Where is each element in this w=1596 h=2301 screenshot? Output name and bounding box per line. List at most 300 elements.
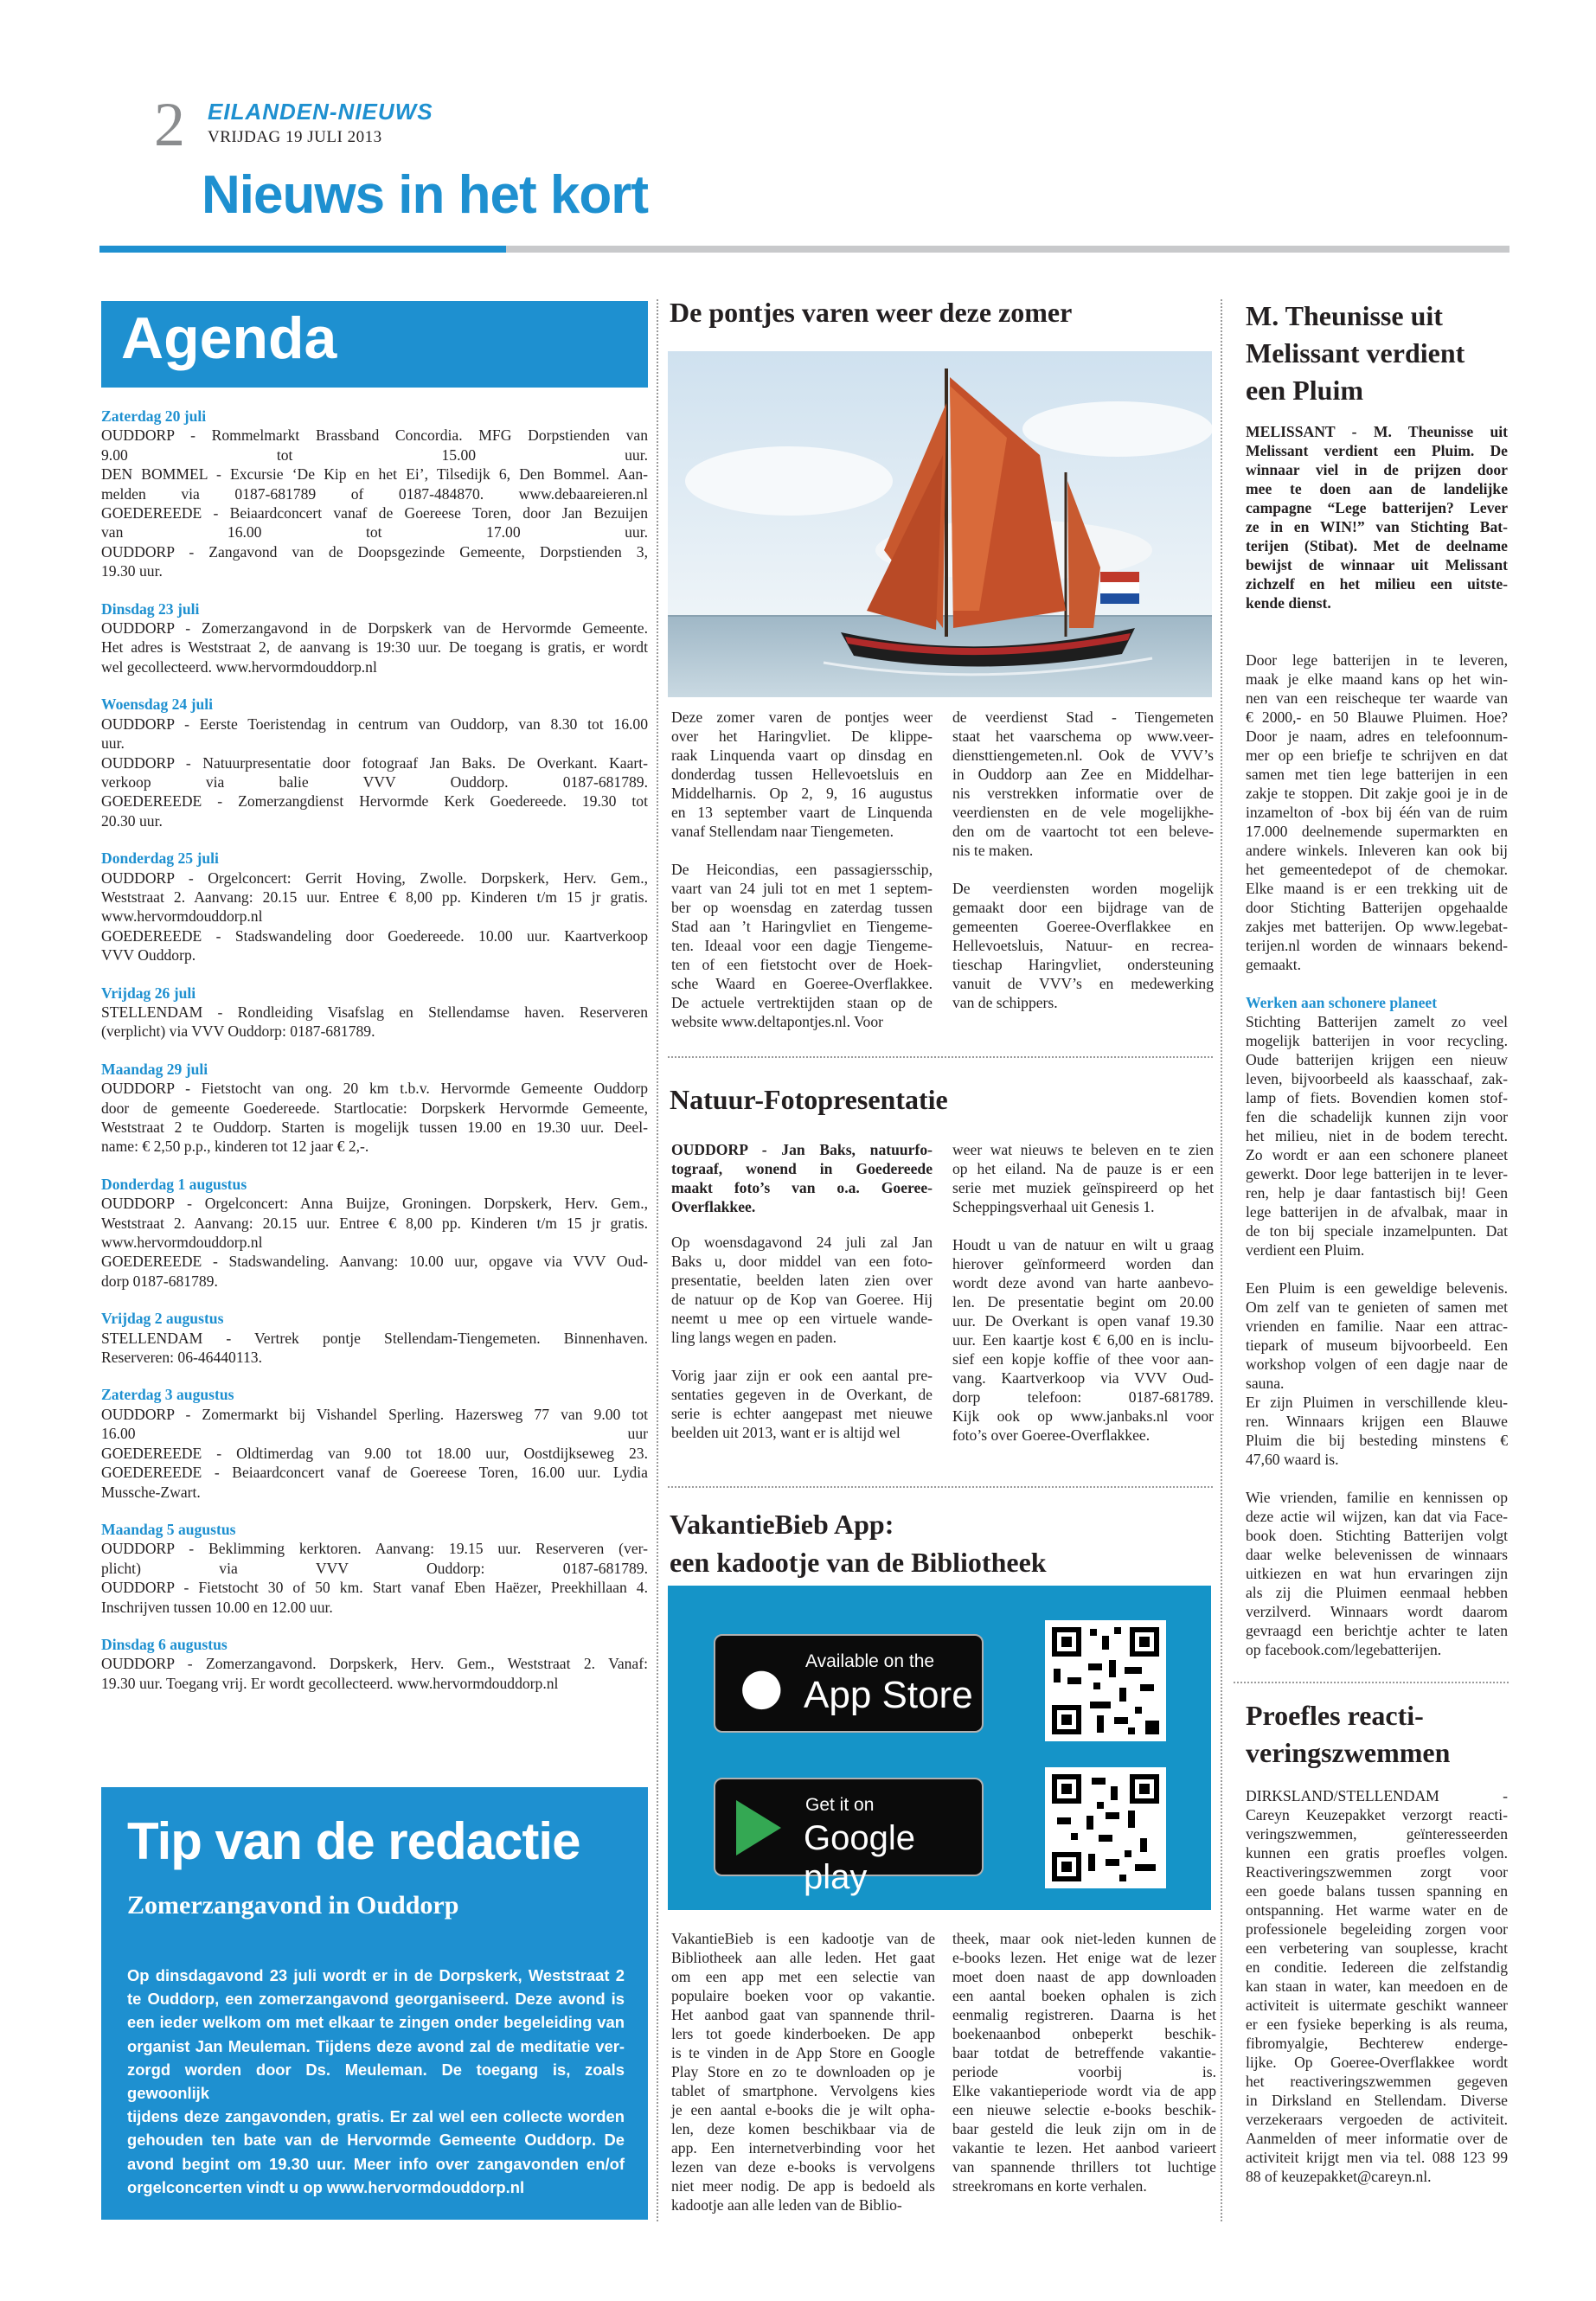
section-rule-gray [506,246,1509,253]
text-line: Op dinsdagavond 23 juli wordt er in de Dorpskerk, Weststraat 2 [127,1966,625,1984]
agenda-list [101,407,648,1711]
text-line: van 16.00 tot 17.00 uur. [101,523,648,542]
tip-box [101,1787,648,2220]
text-line: het gemeentedepot of de chemokar. [1246,861,1508,878]
foto-column-left [671,1233,933,1461]
text-line: serie met muziek geïnspireerd op het [952,1179,1214,1196]
text-line: eenmalig registreren. Daarna is het [952,2006,1216,2023]
text-line: verkoop via balie VVV Ouddorp. 0187-681789. [101,772,648,791]
text-line: tiepark of museum bijvoorbeeld. Een [1246,1336,1508,1354]
title-line: Proefles reacti- [1246,1700,1424,1731]
text-line: gemeenten Goeree-Overflakkee en [952,918,1214,935]
text-line: ber op woensdag en zaterdag tussen [671,899,933,916]
text-line: book doen. Stichting Batterijen volgt [1246,1527,1508,1544]
sailing-ship-image [668,351,1212,697]
text-line: OUDDORP - Zomerzangavond. Dorpskerk, Herv. Gem., Weststraat 2. Vanaf: [101,1655,648,1673]
pontjes-column-left [671,708,933,1050]
pontjes-column-right [952,708,1214,1031]
section-rule-blue [99,246,506,253]
text-line: ling langs wegen en paden. [671,1329,837,1346]
text-line: deze actie wil wijzen, kan dat via Face- [1246,1508,1508,1525]
text-line: serie is echter aangepast met nieuwe [671,1405,933,1422]
text-line: uitkiezen en wat hun ervaringen zijn [1246,1565,1508,1582]
text-line: name: € 2,50 p.p., kinderen tot 12 jaar € 2,-. [101,1138,369,1156]
text-line: kan staan in water, kan meedoen en de [1246,1977,1508,1995]
text-line: Mussche-Zwart. [101,1483,201,1501]
text-line: De actuele vertrektijden staan op de [671,994,933,1011]
text-line: len, deze komen beschikbaar via de [671,2120,935,2138]
proefles-body [1246,1786,1508,2186]
agenda-entry [101,695,648,830]
text-line: sauna. [1246,1375,1285,1392]
text-line: www.hervormdouddorp.nl [101,907,263,926]
paragraph [952,879,1214,1012]
text-line: niet meer nodig. De app is bedoeld als [671,2177,935,2195]
text-line: de natuur op de Kop van Goeree. Hij [671,1291,933,1308]
text-line: len. De presentatie begint om 20.00 [952,1293,1214,1311]
agenda-date: Woensdag 24 juli [101,695,214,714]
agenda-date: Zaterdag 3 augustus [101,1386,234,1404]
text-line: STELLENDAM - Rondleiding Visafslag en Stellendamse haven. Reserveren [101,1003,648,1021]
text-line: GOEDEREEDE - Oldtimerdag van 9.00 tot 18.00 uur, Oostdijkseweg 23. [101,1444,648,1462]
agenda-entry [101,1385,648,1501]
text-line: OUDDORP - Orgelconcert: Gerrit Hoving, Zwolle. Dorpskerk, Herv. Gem., [101,868,648,887]
text-line: Pluim die bij besteding minstens € [1246,1432,1508,1449]
text-line: € 2000,- en 50 Blauwe Pluimen. Hoe? [1246,708,1508,726]
text-line: OUDDORP - Rommelmarkt Brassband Concordia. MFG Dorpstienden van [101,426,648,445]
paragraph [671,860,933,1031]
text-line: als zij die Pluimen eenmaal hebben [1246,1584,1508,1601]
text-line: zorgd worden door Ds. Meuleman. De toegang is, zoals gewoonlijk [127,2060,625,2103]
text-line: kende dienst. [1246,594,1331,612]
text-line: OUDDORP - Zomermarkt bij Vishandel Sperling. Hazersweg 77 van 9.00 tot [101,1405,648,1423]
text-line: zichzelf en het milieu een uitste- [1246,575,1508,593]
text-line: Middelharnis. Op 2, 9, 16 augustus [671,785,933,802]
text-line: orgelconcerten vindt u op www.hervormdouddorp.nl [127,2177,525,2196]
qr-pattern [1045,1620,1166,1741]
text-line: Een Pluim is een geweldige belevenis. [1246,1279,1508,1297]
text-line: de veerdienst Stad - Tiengemeten [952,708,1214,726]
text-line: GOEDEREEDE - Beiaardconcert vanaf de Goereese Toren, 16.00 uur. Lydia [101,1464,648,1482]
text-line: mer op een briefje te schrijven en dat [1246,747,1508,764]
text-line: Reserveren: 06-46440113. [101,1349,262,1367]
article-divider [1234,1682,1509,1683]
text-line: nen van een reischeque ter waarde van [1246,689,1508,707]
text-line: kadootje aan alle leden van de Biblio- [671,2196,902,2214]
agenda-date: Vrijdag 26 juli [101,984,196,1002]
column-divider [657,299,658,2221]
text-line: ten. Ideaal voor een dagje Tiengeme- [671,937,933,954]
text-line: raak Linquenda vaart op dinsdag en [671,747,933,764]
text-line: winnaar viel in de prijzen door [1246,461,1508,478]
text-line: zakje te stoppen. Dit zakje gooi je in de [1246,785,1508,802]
text-line: fen die schadelijk kunnen zijn voor [1246,1108,1508,1125]
text-line: sche Waard en Goeree-Overflakkee. [671,975,933,992]
text-line: melden via 0187-681789 of 0187-484870. www.debaareieren.nl [101,484,648,503]
text-line: GOEDEREEDE - Stadswandeling. Aanvang: 10.00 uur, opgave via VVV Oud- [101,1253,648,1271]
text-line: Wie vrienden, familie en kennissen op [1246,1489,1508,1506]
play-icon [736,1800,781,1856]
text-line: OUDDORP - Zomerzangavond in de Dorpskerk van de Hervormde Gemeente. [101,619,648,638]
title-line: veringszwemmen [1246,1737,1451,1768]
agenda-date: Donderdag 1 augustus [101,1175,247,1193]
text-line: en 13 september vaart de Linquenda [671,804,933,821]
text-line: tieschap Haringvliet, ondersteuning [952,956,1214,973]
text-line: OUDDORP - Natuurpresentatie door fotograaf Jan Baks. De Overkant. Kaart- [101,753,648,772]
text-line: Careyn Keuzepakket verzorgt reacti- [1246,1806,1508,1823]
paragraph [1246,651,1508,974]
text-line: weer wat nieuws te beleven en te zien [952,1141,1214,1158]
text-line: plicht) via VVV Ouddorp: 0187-681789. [101,1559,648,1577]
foto-lead [671,1140,933,1216]
foto-title: Natuur-Fotopresentatie [670,1084,948,1115]
sailing-ship-photo [668,351,1212,697]
bieb-column-right [952,1929,1216,2195]
google-big: Google play [804,1819,915,1896]
agenda-entry [101,1175,648,1291]
text-line: OUDDORP - Fietstocht van ong. 20 km t.b.v. Hervormde Gemeente Ouddorp [101,1080,648,1098]
text-line: Scheppingsverhaal uit Genesis 1. [952,1198,1155,1215]
text-line: OUDDORP - Zangavond van de Doopsgezinde Gemeente, Dorpstienden 3, [101,542,648,561]
text-line: sief een kopje koffie of thee voor aan- [952,1350,1214,1368]
text-line: Play Store en zo te downloaden op je [671,2063,935,2080]
text-line: 88 of keuzepakket@careyn.nl. [1246,2168,1432,2185]
text-line: lezen van deze e-books is vervolgens [671,2158,935,2176]
text-line: 47,60 waard is. [1246,1451,1339,1468]
pluim-title [1246,298,1497,409]
qr-pattern [1045,1767,1166,1888]
text-line: leven, bijvoorbeeld als kaasschaaf, zak- [1246,1070,1508,1087]
text-line: boekenaanbod onbeperkt beschik- [952,2025,1216,2042]
text-line: theek, maar ook niet-leden kunnen de [952,1930,1216,1947]
text-line: streekromans en korte verhalen. [952,2177,1147,2195]
text-line: Reactiveringszwemmen zorgt voor [1246,1863,1508,1881]
text-line: Op woensdagavond 24 juli zal Jan [671,1234,933,1251]
text-line: Weststraat 2. Aanvang: 20.15 uur. Entree € 8,00 pp. Kinderen t/m 15 jr gratis. [101,888,648,906]
text-line: veerdiensten en de vele mogelijkhe- [952,804,1214,821]
text-line: campagne “Lege batterijen? Lever [1246,499,1508,516]
text-line: workshop volgen of een dagje naar de [1246,1356,1508,1373]
text-line: lers tot goede kinderboeken. De app [671,2025,935,2042]
text-line: bewijst de winnaar uit Melissant [1246,556,1508,574]
text-line: ren, help je daar fantastisch bij! Geen [1246,1184,1508,1202]
text-line: STELLENDAM - Vertrek pontje Stellendam-Tiengemeten. Binnenhaven. [101,1329,648,1347]
text-line: maakt foto’s van o.a. Goeree- [671,1179,933,1196]
agenda-date: Dinsdag 23 juli [101,599,200,618]
paragraph [671,1233,933,1347]
text-line: je een aantal e-books die je wilt opha- [671,2101,935,2118]
paragraph [1246,1012,1508,1259]
text-line: professionele begeleiding zorgen voor [1246,1920,1508,1938]
text-line: presentatie, beelden laten zien over [671,1272,933,1289]
text-line: Aanmelden of meer informatie over de [1246,2130,1508,2147]
text-line: OUDDORP - Eerste Toeristendag in centrum van Ouddorp, van 8.30 tot 16.00 [101,715,648,733]
text-line: OUDDORP - Fietstocht 30 of 50 km. Start vanaf Eben Haëzer, Preekhillaan 4. [101,1579,648,1597]
text-line: ontspanning. Het warme water en de [1246,1901,1508,1919]
text-line: nis te maken. [952,842,1034,859]
text-line: Hellevoetsluis, Natuur- en recrea- [952,937,1214,954]
text-line: van de schippers. [952,994,1058,1011]
text-line: gehouden ten bate van de Hervormde Gemeente Ouddorp. De [127,2131,625,2150]
text-line: wel gecollecteerd. www.hervormdouddorp.nl [101,657,377,676]
text-line: activiteit is uitermate geschikt wanneer [1246,1997,1508,2014]
agenda-entry [101,1635,648,1693]
text-line: maak je elke maand kans op het win- [1246,670,1508,688]
text-line: mogelijk batterijen in voor recycling. [1246,1032,1508,1049]
text-line: gewerkt. Door lege batterijen in te lever- [1246,1165,1508,1183]
text-line: ten of een fietstocht over de Hoek- [671,956,933,973]
text-line: GOEDEREEDE - Beiaardconcert vanaf de Goereese Toren, door Jan Bezuijen [101,504,648,522]
agenda-title: Agenda [121,305,337,371]
text-line: diensttiengemeten.nl. Ook de VVV’s [952,747,1214,764]
tip-subtitle: Zomerzangavond in Ouddorp [127,1891,459,1920]
text-line: 19.30 uur. [101,562,163,580]
text-line: lege batterijen in de afvalbak, maar in [1246,1203,1508,1221]
app-store-big: App Store [804,1674,973,1716]
tip-body [127,1964,625,2199]
app-store-small: Available on the [805,1651,935,1671]
text-line: app. Een internetverbinding voor het [671,2139,935,2157]
text-line: in Dirksland en Stellendam. Diverse [1246,2092,1508,2109]
text-line: Het aanbod gaat van spannende thril- [671,2006,935,2023]
text-line: staat het vaarschema op www.veer- [952,727,1214,745]
text-line: Weststraat 2. Aanvang: 20.15 uur. Entree € 8,00 pp. Kinderen t/m 15 jr gratis. [101,1214,648,1232]
agenda-entry [101,1309,648,1367]
text-line: Stad aan ’t Haringvliet en Tiengeme- [671,918,933,935]
paragraph [952,708,1214,860]
paragraph [671,708,933,841]
text-line: het reactiveringszwemmen gegeven [1246,2073,1508,2090]
text-line: ren. Winnaars krijgen een Blauwe [1246,1413,1508,1430]
bieb-title-line: VakantieBieb App: [670,1509,894,1540]
text-line: tablet of smartphone. Vervolgens kies [671,2082,935,2099]
text-line: gemaakt door een bijdrage van de [952,899,1214,916]
text-line: neemt u mee op een virtuele wande- [671,1310,933,1327]
text-line: OUDDORP - Orgelconcert: Anna Buijze, Groningen. Dorpskerk, Herv. Gem., [101,1195,648,1213]
text-line: VVV Ouddorp. [101,946,196,965]
text-line: www.hervormdouddorp.nl [101,1234,263,1252]
text-line: 19.30 uur. Toegang vrij. Er wordt gecollecteerd. www.hervormdouddorp.nl [101,1674,559,1692]
text-line: er een fysieke beperking is als reuma, [1246,2016,1508,2033]
text-line: op facebook.com/legebatterijen. [1246,1641,1442,1658]
text-line: DEN BOMMEL - Excursie ‘De Kip en het Ei’, Tilsedijk 6, Den Bommel. Aan- [101,465,648,484]
text-line: ze in en WIN!” van Stichting Bat- [1246,518,1508,535]
text-line: GOEDEREEDE - Zomerzangdienst Hervormde Kerk Goedereede. 19.30 tot [101,792,648,811]
text-line: MELISSANT - M. Theunisse uit [1246,423,1508,440]
text-line: nis verstrekken informatie over de [952,785,1214,802]
text-line: Inschrijven tussen 10.00 en 12.00 uur. [101,1598,333,1616]
qr-code-app-store [1045,1620,1166,1741]
text-line: Houdt u van de natuur en wilt u graag [952,1236,1214,1253]
title-line: een Pluim [1246,375,1363,406]
text-line: terijen (Stibat). Met de deelname [1246,537,1508,554]
proefles-title [1246,1697,1497,1772]
text-line: mee te doen aan de landelijke [1246,480,1508,497]
text-line: verdient een Pluim. [1246,1241,1365,1259]
text-line: Melissant verdient een Pluim. De [1246,442,1508,459]
text-line: vaart van 24 juli tot en met 1 septem- [671,880,933,897]
text-line: verzilverd. Winnaars wordt daarom [1246,1603,1508,1620]
article-divider [668,1486,1213,1488]
text-line: gevraagd een berichtje achter te laten [1246,1622,1508,1639]
text-line: vang. Kaartverkoop via VVV Oud- [952,1369,1214,1387]
apple-icon: ● [740,1657,784,1715]
text-line: door de gemeente Goedereede. Startlocatie: Dorpskerk Hervormde Gemeente, [101,1099,648,1117]
agenda-date: Dinsdag 6 augustus [101,1635,228,1653]
text-line: Stichting Batterijen zamelt zo veel [1246,1013,1508,1030]
text-line: dorp 0187-681789. [101,1272,218,1290]
text-line: den om de vaartocht tot een beleve- [952,823,1214,840]
text-line: periode voorbij is. [952,2063,1216,2080]
pontjes-title: De pontjes varen weer deze zomer [670,297,1073,328]
text-line: de ton bij speciale inzamelpunten. Dat [1246,1222,1508,1240]
text-line: om een app met een selectie van [671,1968,935,1985]
paragraph [1246,1279,1508,1469]
text-line: hierover geïnformeerd worden dan [952,1255,1214,1272]
text-line: van spannende thrillers tot luchtige [952,2158,1216,2176]
qr-code-google-play [1045,1767,1166,1888]
text-line: Elke vakantieperiode wordt via de app [952,2082,1216,2099]
text-line: foto’s over Goeree-Overflakkee. [952,1426,1151,1444]
text-line: het milieu, niet in de bodem terecht. [1246,1127,1508,1144]
text-line: vrienden en familie. Naar een attrac- [1246,1317,1508,1335]
text-line: dorp telefoon: 0187-681789. [952,1388,1214,1406]
agenda-entry [101,1520,648,1617]
text-line: op het eiland. Na de pauze is er een [952,1160,1214,1177]
text-line: een ieder welkom om met elkaar te zingen onder begeleiding van [127,2013,625,2032]
text-line: samen met tien lege batterijen in een [1246,766,1508,783]
text-line: De veerdiensten worden mogelijk [952,880,1214,897]
pluim-lead [1246,422,1508,612]
text-line: tijdens deze zangavonden, gratis. Er zal wel een collecte worden [127,2107,625,2126]
text-line: Door lege batterijen in te leveren, [1246,651,1508,669]
text-line: OUDDORP - Jan Baks, natuurfo- [671,1141,933,1158]
text-line: donderdag tussen Hellevoetsluis en [671,766,933,783]
text-line: beelden uit 2013, want er is altijd wel [671,1424,901,1441]
bieb-column-left [671,1929,935,2214]
text-line: website www.deltapontjes.nl. Voor [671,1013,883,1030]
text-line: Zo wordt er aan een schonere planeet [1246,1146,1508,1163]
agenda-entry [101,599,648,677]
paragraph [1246,1488,1508,1659]
text-line: Kijk ook op www.janbaks.nl voor [952,1407,1214,1425]
text-line: lijke. Op Goeree-Overflakkee wordt [1246,2054,1508,2071]
agenda-date: Maandag 5 augustus [101,1520,236,1538]
text-line: in Ouddorp aan Zee en Middelhar- [952,766,1214,783]
bieb-title-line: een kadootje van de Bibliotheek [670,1547,1047,1578]
text-line: avond begint om 19.30 uur. Meer info over zangavonden en/of [127,2154,625,2173]
text-line: populaire boeken voor op vakantie. [671,1987,935,2004]
text-line: 16.00 uur [101,1425,648,1443]
text-line: inzamelton of -box bij één van de ruim [1246,804,1508,821]
text-line: baar gesteld die leuk zijn om in de [952,2120,1216,2138]
text-line: over het Haringvliet. De klippe- [671,727,933,745]
text-line: GOEDEREEDE - Stadswandeling door Goedereede. 10.00 uur. Kaartverkoop [101,926,648,945]
text-line: Baks u, door middel van een foto- [671,1253,933,1270]
article-divider [668,1056,1213,1058]
text-line: terijen.nl worden de winnaars bekend- [1246,937,1508,954]
text-line: zakjes met batterijen. Op www.legebat- [1246,918,1508,935]
text-line: Om zelf van te genieten of samen met [1246,1298,1508,1316]
text-line: organist Jan Meuleman. Tijdens deze avond zal de meditatie ver- [127,2036,625,2055]
paragraph [671,1366,933,1442]
text-line: e-books lezen. Het enige wat de lezer [952,1949,1216,1966]
text-line: 17.000 deelnemende supermarkten en [1246,823,1508,840]
pluim-subhead: Werken aan schonere planeet [1246,994,1438,1011]
text-line: (verplicht) via VVV Ouddorp: 0187-681789. [101,1022,375,1041]
text-line: 9.00 tot 15.00 uur. [101,445,648,464]
text-line: veringszwemmen, geïnteresseerden [1246,1825,1508,1843]
text-line: een goede balans tussen spanning en [1246,1882,1508,1900]
title-line: Melissant verdient [1246,337,1465,369]
text-line: 20.30 uur. [101,811,163,830]
text-line: sentaties gegeven in de Overkant, de [671,1386,933,1403]
bieb-title [670,1505,1047,1581]
text-line: tograaf, wonend in Goedereede [671,1160,933,1177]
text-line: vanaf Stellendam naar Tiengemeten. [671,823,894,840]
column-divider [1221,299,1222,2221]
tip-title: Tip van de redactie [127,1812,580,1870]
paragraph [952,1140,1214,1216]
text-line: vakantie te lezen. Het aanbod varieert [952,2139,1216,2157]
foto-column-right [952,1140,1214,1464]
text-line: Het adres is Weststraat 2, de aanvang is 19:30 uur. De toegang is gratis, er wordt [101,638,648,657]
text-line: VakantieBieb is een kadootje van de [671,1930,935,1947]
agenda-date: Maandag 29 juli [101,1060,208,1078]
agenda-entry [101,407,648,581]
text-line: is te vinden in de App Store en Google [671,2044,935,2061]
text-line: moet doen naast de app downloaden [952,1968,1216,1985]
text-line: lamp of fiets. Bovendien komen stof- [1246,1089,1508,1106]
text-line: Overflakkee. [671,1198,756,1215]
agenda-entry [101,849,648,965]
agenda-entry [101,1060,648,1157]
text-line: gemaakt. [1246,956,1301,973]
text-line: Bibliotheek aan alle leden. Het gaat [671,1949,935,1966]
text-line: een nieuwe selectie e-books beschik- [952,2101,1216,2118]
agenda-date: Donderdag 25 juli [101,849,219,868]
page-date: VRIJDAG 19 JULI 2013 [208,128,382,146]
text-line: te Ouddorp, een zomerzangavond georganiseerd. Deze avond is [127,1990,625,2009]
title-line: M. Theunisse uit [1246,300,1443,331]
page-number: 2 [154,90,185,159]
text-line: DIRKSLAND/STELLENDAM - [1246,1787,1508,1804]
text-line: activiteit krijgt men via tel. 088 123 99 [1246,2149,1508,2166]
paragraph [952,1235,1214,1445]
agenda-entry [101,984,648,1042]
text-line: Er zijn Pluimen in verschillende kleu- [1246,1394,1508,1411]
text-line: andere winkels. Inleveren kan ook bij [1246,842,1508,859]
app-promo-image [668,1586,1211,1910]
text-line: en conditie. Iedereen die zelfstandig [1246,1958,1508,1976]
newspaper-logo: EILANDEN-NIEUWS [208,99,433,125]
app-store-badge[interactable] [714,1634,984,1733]
text-line: uur. De Overkant is open vanaf 19.30 [952,1312,1214,1330]
text-line: Elke maand is er een trekking uit de [1246,880,1508,897]
text-line: OUDDORP - Beklimming kerktoren. Aanvang: 19.15 uur. Reserveren (ver- [101,1540,648,1558]
text-line: een verbetering van souplesse, kracht [1246,1939,1508,1957]
text-line: uur. Een kaartje kost € 6,00 en is inclu- [952,1331,1214,1349]
google-play-badge[interactable] [714,1778,984,1896]
text-line: Weststraat 2 te Ouddorp. Starten is mogelijk tussen 19.00 en 19.30 uur. Deel- [101,1118,648,1136]
agenda-date: Vrijdag 2 augustus [101,1310,224,1328]
text-line: door Stichting Batterijen opgehaalde [1246,899,1508,916]
text-line: verzekeraars vergoeden de activiteit. [1246,2111,1508,2128]
text-line: uur. [101,734,125,753]
google-small: Get it on [805,1795,875,1815]
text-line: kunnen een gratis proefles volgen. [1246,1844,1508,1862]
text-line: Deze zomer varen de pontjes weer [671,708,933,726]
